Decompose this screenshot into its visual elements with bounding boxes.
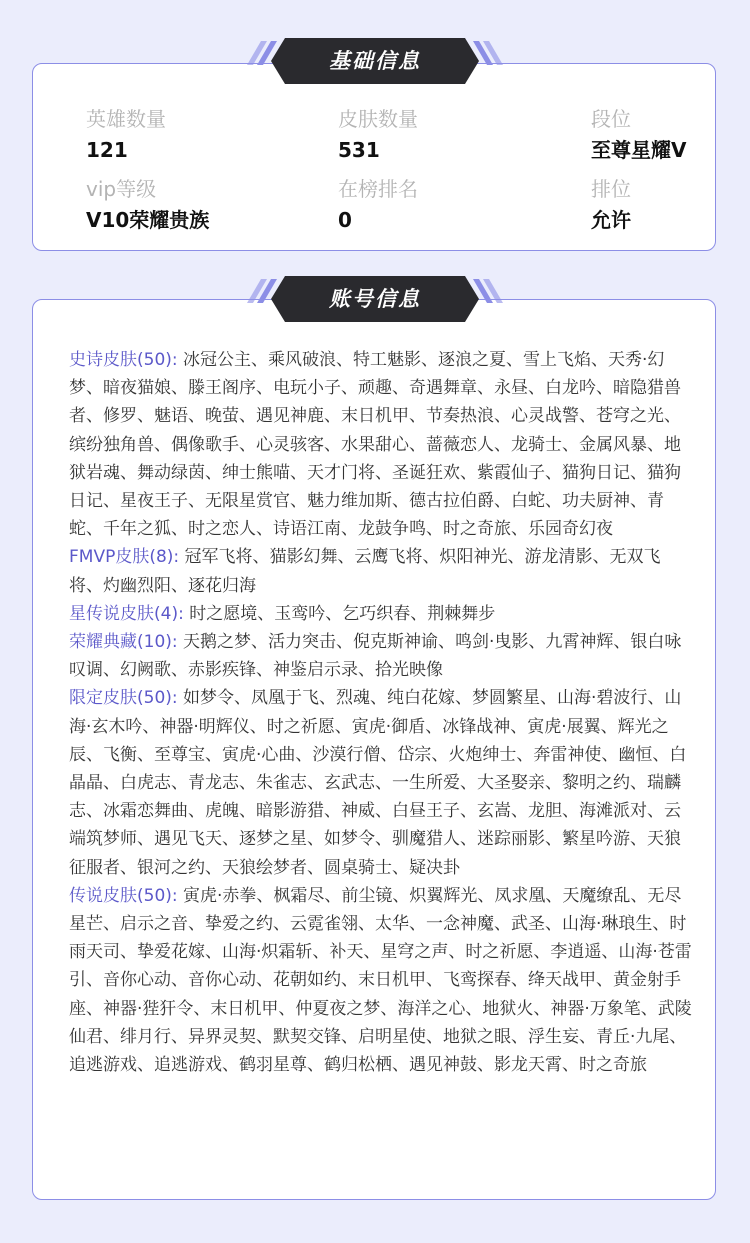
hero-count-value: 121 [86,138,128,162]
skin-category-items: 时之愿境、玉鸾吟、乞巧织春、荆棘舞步 [189,603,496,624]
skin-category-glory-collection [69,628,693,684]
skin-category-items: 如梦令、凤凰于飞、烈魂、纯白花嫁、梦圆繁星、山海·碧波行、山海·玄木吟、神器·明辉仪、时之祈愿、寅虎·御盾、冰锋战神、寅虎·展翼、辉光之辰、飞衡、至尊宝、寅虎·心曲、沙漠行僧、岱宗、火炮绅士、奔雷神使、幽恒、白晶晶、白虎志、青龙志、朱雀志、玄武志、一生所爱、大圣娶亲、黎明之约、瑞麟志、冰霜恋舞曲、虎魄、暗影游猎、神威、白昼王子、玄嵩、龙胆、海滩派对、云端筑梦师、遇见飞天、逐梦之星、如梦令、驯魔猎人、迷踪丽影、繁星吟游、天狼征服者、银河之约、天狼绘梦者、圆桌骑士、疑决卦 [69,688,687,878]
leaderboard-rank-value: 0 [338,208,352,232]
leaderboard-rank-label: 在榜排名 [338,177,418,201]
skin-category-legend [69,882,693,1079]
ranking-permission-value: 允许 [591,208,631,232]
account-info-title: 账号信息 [329,287,421,311]
rank-value: 至尊星耀V [591,138,687,162]
skin-category-items: 冰冠公主、乘风破浪、特工魅影、逐浪之夏、雪上飞焰、天秀·幻梦、暗夜猫娘、滕王阁序、电玩小子、顽趣、奇遇舞章、永昼、白龙吟、暗隐猎兽者、修罗、魅语、晚萤、遇见神鹿、末日机甲、节奏热浪、心灵战警、苍穹之光、缤纷独角兽、偶像歌手、心灵骇客、水果甜心、蔷薇恋人、龙骑士、金属风暴、地狱岩魂、舞动绿茵、绅士熊喵、天才门将、圣诞狂欢、紫霞仙子、猫狗日记、猫狗日记、星夜王子、无限星赏官、魅力维加斯、德古拉伯爵、白蛇、功夫厨神、青蛇、千年之狐、时之恋人、诗语江南、龙鼓争鸣、时之奇旅、乐园奇幻夜 [69,350,681,540]
skin-category-label: 限定皮肤(50): [69,688,178,709]
account-info-card [32,299,716,1200]
ranking-permission [591,177,631,232]
hero-count [86,107,166,162]
rank-label: 段位 [591,107,631,131]
skin-category-limited [69,684,693,881]
skin-category-label: 史诗皮肤(50): [69,350,178,370]
skin-list [69,346,693,1079]
ranking-permission-label: 排位 [591,177,631,201]
skin-category-label: 传说皮肤(50): [69,885,178,906]
leaderboard-rank [338,177,418,232]
skin-category-items: 天鹅之梦、活力突击、倪克斯神谕、鸣剑·曳影、九霄神辉、银白咏叹调、幻阙歌、赤影疾锋、神鉴启示录、拾光映像 [69,632,682,681]
vip-level-label: vip等级 [86,177,157,201]
basic-info-card [32,63,716,251]
vip-level [86,177,209,232]
skin-count [338,107,418,162]
hero-count-label: 英雄数量 [86,107,166,131]
skin-category-label: 星传说皮肤(4): [69,603,184,624]
skin-category-label: 荣耀典藏(10): [69,632,178,653]
basic-info-title: 基础信息 [329,49,421,73]
rank [591,107,686,162]
basic-info-banner [247,37,503,85]
skin-category-items: 冠军飞将、猫影幻舞、云鹰飞将、炽阳神光、游龙清影、无双飞将、灼幽烈阳、逐花归海 [69,547,661,596]
skin-count-value: 531 [338,138,380,162]
vip-level-value: V10荣耀贵族 [86,208,210,232]
skin-category-items: 寅虎·赤拳、枫霜尽、前尘镜、炽翼辉光、凤求凰、天魔缭乱、无尽星芒、启示之音、挚爱之约、云霓雀翎、太华、一念神魔、武圣、山海·琳琅生、时雨天司、挚爱花嫁、山海·炽霜斩、补天、星穹之声、时之祈愿、李逍遥、山海·苍雷引、音你心动、音你心动、花朝如约、末日机甲、飞鸾探春、绛天战甲、黄金射手座、神器·狴犴令、末日机甲、仲夏夜之梦、海洋之心、地狱火、神器·万象笔、武陵仙君、绯月行、异界灵契、默契交锋、启明星使、地狱之眼、浮生妄、青丘·九尾、追逃游戏、追逃游戏、鹤羽星尊、鹤归松栖、遇见神鼓、影龙天霄、时之奇旅 [69,885,692,1076]
account-info-banner [247,275,503,323]
skin-category-label: FMVP皮肤(8): [69,547,180,568]
skin-count-label: 皮肤数量 [338,107,418,131]
skin-category-epic [69,346,693,543]
skin-category-fmvp [69,543,693,599]
skin-category-star-legend [69,600,693,628]
